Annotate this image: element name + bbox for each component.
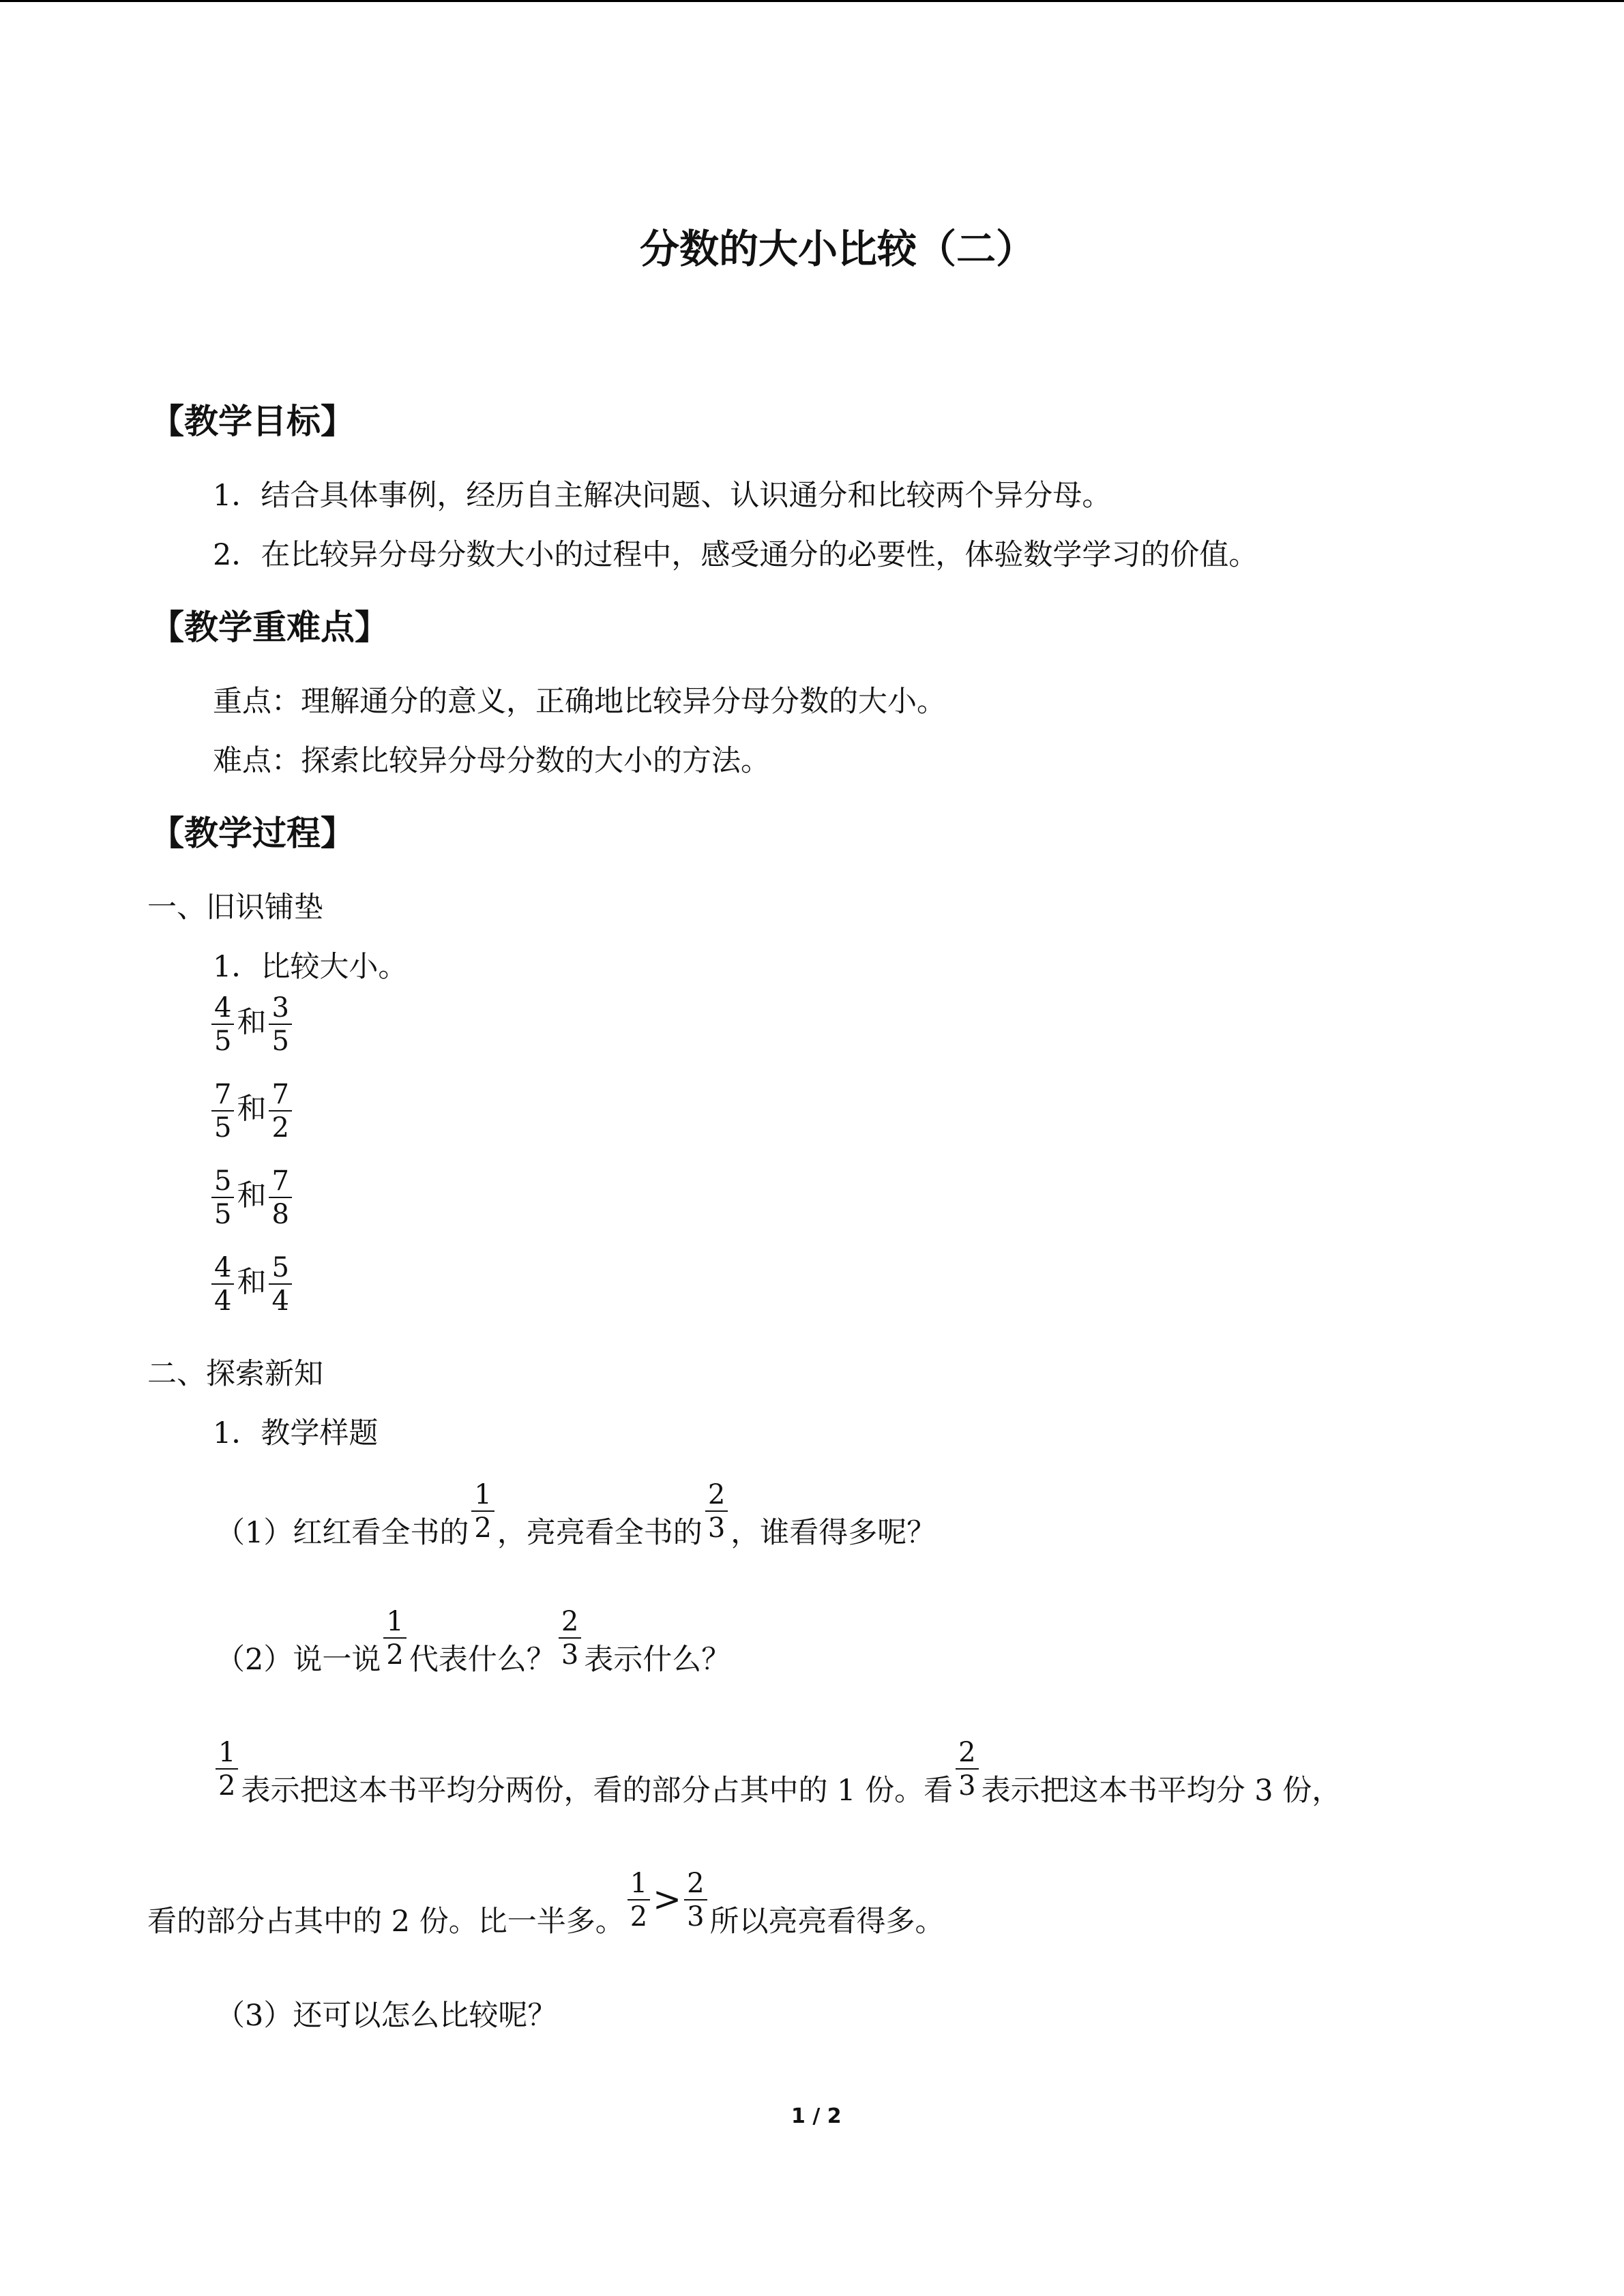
fraction: $\frac{5}{5}$ [211, 1167, 234, 1228]
comparison-row-4 [209, 1254, 295, 1315]
fraction: $\frac{2}{3}$ [705, 1481, 728, 1542]
goal-item-1: 1．结合具体事例，经历自主解决问题、认识通分和比较两个异分母。 [213, 479, 1112, 513]
and-word: 和 [237, 1265, 267, 1300]
fraction: $\frac{1}{2}$ [471, 1481, 494, 1542]
key-point-item: 重点：理解通分的意义，正确地比较异分母分数的大小。 [213, 685, 946, 719]
heading-key-points: 【教学重难点】 [150, 608, 389, 647]
comparison-row-2 [209, 1081, 295, 1142]
fraction: $\frac{1}{2}$ [216, 1739, 238, 1800]
top-border [0, 0, 1624, 2]
and-word: 和 [237, 1092, 267, 1127]
explanation-line-2: 看的部分占其中的 2 份。比一半多。 $\frac{1}{2}$ > $\frac{2}{3}$ 所以亮亮看得多。 [147, 1868, 945, 1939]
fraction: $\frac{7}{8}$ [269, 1167, 291, 1228]
part2-title: 二、探索新知 [147, 1357, 323, 1391]
and-word: 和 [237, 1178, 267, 1213]
question-1: （1）红红看全书的 $\frac{1}{2}$ ，亮亮看全书的 $\frac{2}{3}$ ，谁看得多呢？ [216, 1479, 936, 1550]
greater-than-sign: > [653, 1879, 682, 1919]
fraction: $\frac{7}{2}$ [269, 1081, 291, 1142]
page-title: 分数的大小比较（二） [640, 226, 1036, 272]
goal-item-2: 2．在比较异分母分数大小的过程中，感受通分的必要性，体验数学学习的价值。 [213, 538, 1258, 572]
fraction: $\frac{1}{2}$ [383, 1608, 406, 1669]
page-number: 1 / 2 [791, 2104, 842, 2128]
explanation-line-1: $\frac{1}{2}$ 表示把这本书平均分两份，看的部分占其中的 1 份。看 $\frac{2}{3}$ 表示把这本书平均分 3 份， [213, 1739, 1341, 1806]
fraction: $\frac{7}{5}$ [211, 1081, 234, 1142]
fraction: $\frac{2}{3}$ [684, 1870, 707, 1930]
comparison-row-1 [209, 994, 295, 1055]
question-3: （3）还可以怎么比较呢？ [216, 1999, 557, 2033]
and-word: 和 [237, 1005, 267, 1040]
fraction: $\frac{1}{2}$ [628, 1870, 650, 1930]
fraction: $\frac{4}{4}$ [211, 1254, 234, 1315]
fraction: $\frac{2}{3}$ [956, 1739, 978, 1800]
fraction: $\frac{5}{4}$ [269, 1254, 291, 1315]
fraction: $\frac{2}{3}$ [559, 1608, 581, 1669]
part1-item: 1．比较大小。 [213, 950, 408, 984]
heading-goals: 【教学目标】 [150, 402, 355, 441]
part2-item: 1．教学样题 [213, 1416, 379, 1450]
part1-title: 一、旧识铺垫 [147, 891, 323, 925]
fraction: $\frac{4}{5}$ [211, 994, 234, 1055]
question-2: （2）说一说 $\frac{1}{2}$ 代表什么？ $\frac{2}{3}$ 表示什么？ [216, 1606, 731, 1677]
heading-process: 【教学过程】 [150, 814, 355, 853]
difficult-point-item: 难点：探索比较异分母分数的大小的方法。 [213, 744, 770, 778]
fraction: $\frac{3}{5}$ [269, 994, 291, 1055]
comparison-row-3 [209, 1167, 295, 1228]
